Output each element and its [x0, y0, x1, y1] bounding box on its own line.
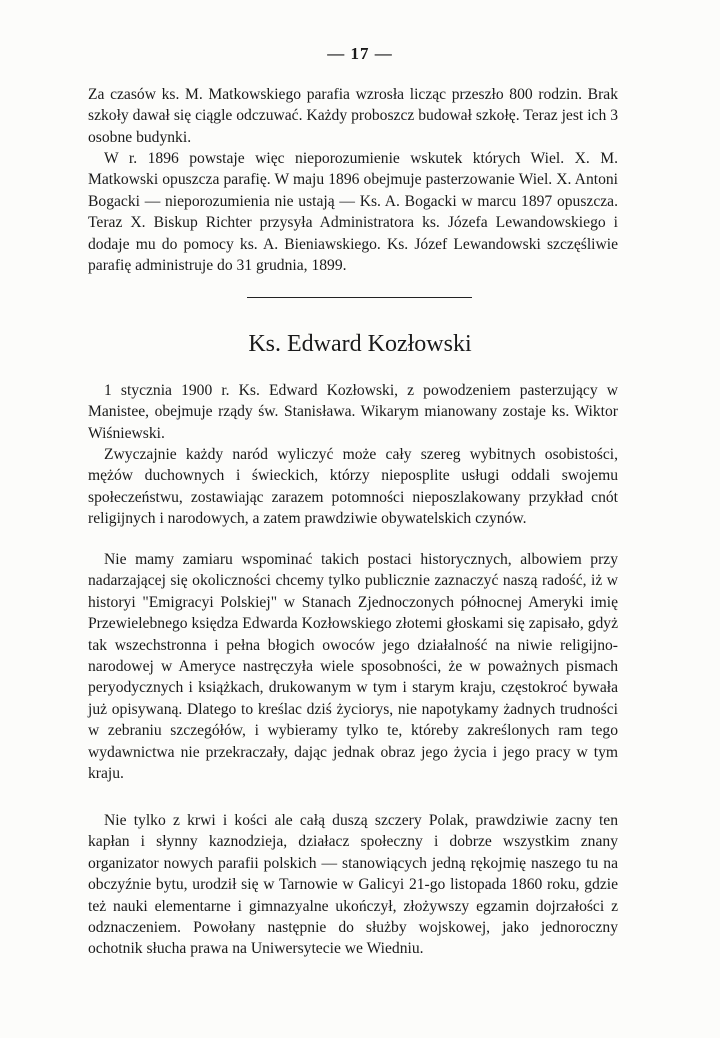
paragraph: W r. 1896 powstaje więc nieporozumienie wskutek których Wiel. X. M. Matkowski opuszcza parafię. W maju 1896 obejmuje pasterzowanie Wiel. X. Antoni Bogacki — nieporozumienia nie ustają — Ks. A. Bogacki w marcu 1897 opuszcza. Teraz X. Biskup Richter przysyła Administratora ks. Józefa Lewandowskiego i dodaje mu do pomocy ks. A. Bieniawskiego. Ks. Józef Lewandowski szczęśliwie parafię administruje do 31 grudnia, 1899.: [88, 150, 618, 275]
paragraph: Zwyczajnie każdy naród wyliczyć może cały szereg wybitnych osobistości, mężów duchownych i świeckich, którzy nieposplite usługi oddali swojemu społeczeństwu, zostawiając zarazem potomności nieposzlakowany przykład cnót religijnych i narodowych, a zatem prawdziwie obywatelskich czynów.: [88, 446, 618, 528]
paragraph: 1 stycznia 1900 r. Ks. Edward Kozłowski, z powodzeniem pasterzujący w Manistee, obejmuje rządy św. Stanisława. Wikarym mianowany zostaje ks. Wiktor Wiśniewski.: [88, 382, 618, 442]
paragraph: Za czasów ks. M. Matkowskiego parafia wzrosła licząc przeszło 800 rodzin. Brak szkoły dawał się ciągle odczuwać. Każdy proboszcz budował szkołę. Teraz jest ich 3 osobne budynki.: [88, 86, 618, 146]
section-divider: [247, 297, 472, 298]
section-title: Ks. Edward Kozłowski: [248, 331, 472, 357]
paragraph: Nie tylko z krwi i kości ale całą duszą szczery Polak, prawdziwie zacny ten kapłan i słynny kaznodzieja, działacz społeczny i dobrze wszystkim znany organizator nowych parafii polskich — stanowiących jedną rękojmię naszego tu na obczyźnie bytu, urodził się w Tarnowie w Galicyi 21-go listopada 1860 roku, gdzie też nauki elementarne i gimnazyalne ukończył, złożywszy egzamin dojrzałości z odznaczeniem. Powołany następnie do służby wojskowej, jako jednoroczny ochotnik słucha prawa na Uniwersytecie we Wiedniu.: [88, 812, 618, 958]
paragraph: Nie mamy zamiaru wspominać takich postaci historycznych, albowiem przy nadarzającej się okoliczności chcemy tylko publicznie zaznaczyć naszą radość, iż w historyi "Emigracyi Polskiej" w Stanach Zjednoczonych północnej Ameryki imię Przewielebnego księdza Edwarda Kozłowskiego złotemi głoskami się zapisało, gdyż tak wszechstronna i pełna błogich owoców jego działalność na niwie religijno-narodowej w Ameryce nastręczyła wiele sposobności, że w poważnych pismach peryodycznych i książkach, drukowanym w tym i starym kraju, częstokroć bywała już opisywaną. Dlatego to kreślac dziś życiorys, nie napotykamy żadnych trudności w zebraniu szczegółów, i wybieramy tylko te, któreby zakreślonych ram tego wydawnictwa nie przekraczały, dając jednak obraz jego życia i jego pracy w tym kraju.: [88, 551, 618, 783]
page-number: — 17 —: [327, 44, 393, 63]
